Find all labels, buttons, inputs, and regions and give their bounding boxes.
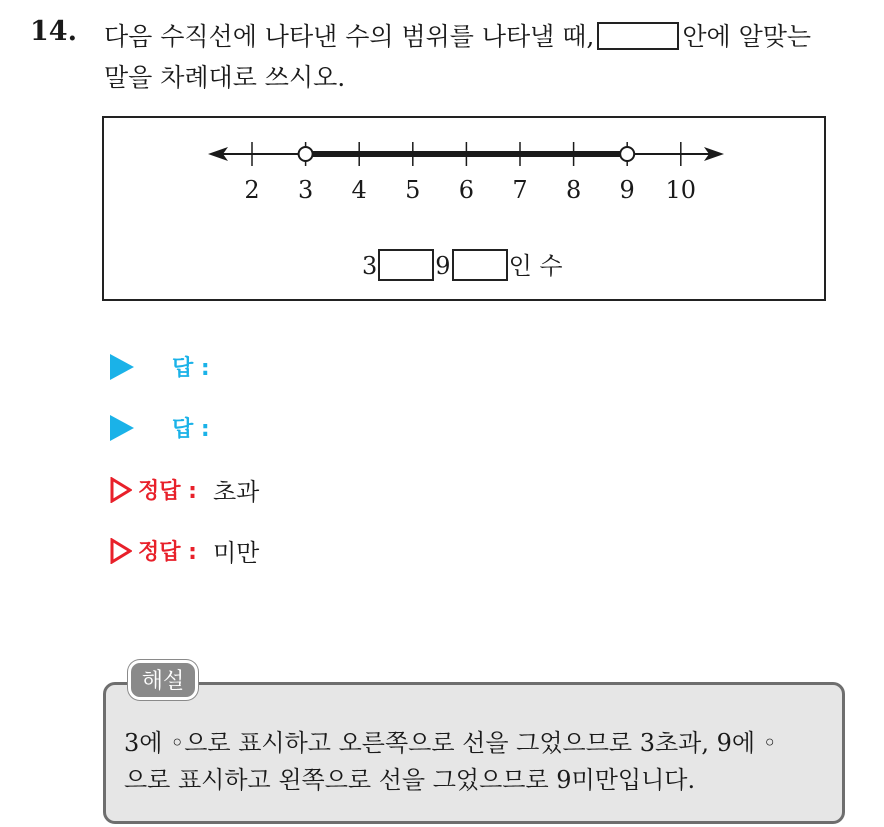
answer-row-2 (110, 412, 210, 443)
question-number: 14. (30, 16, 77, 47)
play-triangle-icon (110, 354, 134, 380)
open-endpoint-circle (620, 147, 634, 161)
range-blank-2 (452, 249, 508, 281)
tick-label: 8 (565, 176, 582, 204)
explanation-text-line-2: 으로 표시하고 왼쪽으로 선을 그었으므로 9미만입니다. (124, 766, 696, 794)
range-suffix: 인 수 (508, 252, 563, 280)
solution-label: 정답 : (138, 479, 197, 504)
answer-row-1 (110, 351, 210, 382)
tick-label: 2 (244, 176, 260, 204)
solution-label: 정답 : (138, 540, 197, 565)
solution-value: 미만 (212, 539, 260, 567)
question-text-line-2: 말을 차례대로 쓰시오. (104, 63, 346, 92)
range-middle-number: 9 (435, 252, 451, 280)
range-blank-1 (378, 249, 434, 281)
question-blank-box (597, 22, 679, 50)
play-triangle-icon (110, 415, 134, 441)
explanation-text-line-1: 3에 ◦으로 표시하고 오른쪽으로 선을 그었으므로 3초과, 9에 ◦ (124, 729, 777, 757)
question-text-after-blank: 안에 알맞는 (682, 22, 812, 51)
outline-triangle-icon (110, 477, 132, 503)
outline-triangle-icon (110, 538, 132, 564)
solution-row-1 (110, 472, 259, 507)
tick-label: 5 (405, 176, 421, 204)
answer-label: 답 : (172, 417, 210, 442)
solution-value: 초과 (212, 478, 260, 506)
answer-label: 답 : (172, 356, 210, 381)
tick-label: 3 (297, 176, 314, 204)
tick-label: 10 (665, 176, 697, 204)
tick-label: 9 (619, 176, 635, 204)
solution-row-2 (110, 533, 259, 568)
number-line-figure (102, 116, 826, 301)
tick-label: 7 (512, 176, 528, 204)
question-text-before-blank: 다음 수직선에 나타낸 수의 범위를 나타낼 때, (104, 22, 595, 51)
tick-label: 4 (351, 176, 367, 204)
range-expression (362, 246, 563, 284)
range-left-number: 3 (362, 252, 378, 280)
open-endpoint-circle (299, 147, 313, 161)
explanation-tab: 해설 (128, 660, 198, 700)
question-text-line-1 (104, 17, 811, 53)
tick-label: 6 (458, 176, 475, 204)
